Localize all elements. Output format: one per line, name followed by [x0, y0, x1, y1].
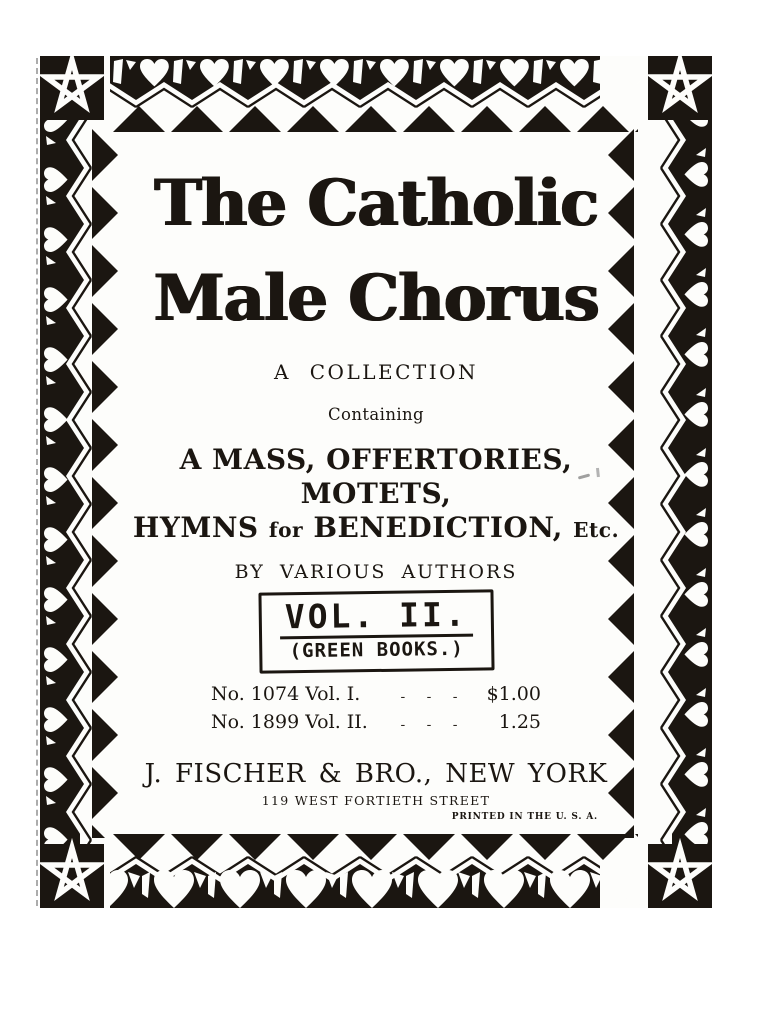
price-item: No. 1074 Vol. I.: [211, 683, 361, 705]
contents-etc: Etc.: [573, 518, 620, 542]
price-dashes: - - -: [400, 717, 460, 733]
price-item: No. 1899 Vol. II.: [211, 711, 368, 733]
contents-hymns: HYMNS: [132, 511, 259, 544]
collection-label: A COLLECTION: [273, 360, 479, 384]
corner-star-bottom-left: [40, 844, 104, 908]
title-line-1: The Catholic: [154, 166, 598, 241]
contents-list: [104, 443, 648, 547]
contents-line-2: MOTETS,: [300, 477, 452, 510]
contents-for: for: [268, 518, 304, 542]
volume-stamp-subtitle: (GREEN BOOKS.): [289, 637, 464, 662]
contents-benediction: BENEDICTION,: [313, 511, 563, 544]
title-line-2: Male Chorus: [153, 261, 599, 336]
price-amount: $1.00: [486, 683, 541, 705]
scan-edge-line: [36, 58, 38, 906]
corner-star-bottom-right: [648, 844, 712, 908]
contents-line-3: [104, 511, 648, 547]
price-dashes: - - -: [400, 689, 460, 705]
price-amount: 1.25: [498, 711, 541, 733]
contents-line-1: A MASS, OFFERTORIES,: [179, 443, 573, 476]
corner-star-top-left: [40, 56, 104, 120]
volume-stamp-text: VOL. II.: [279, 598, 472, 639]
publisher-line: J. FISCHER & BRO., NEW YORK: [144, 759, 608, 789]
corner-star-top-right: [648, 56, 712, 120]
volume-stamp: [258, 589, 494, 673]
page-title: [104, 156, 648, 346]
price-list: [104, 682, 648, 738]
printed-note: PRINTED IN THE U. S. A.: [451, 812, 598, 822]
price-row-vol1: [211, 682, 541, 710]
containing-label: Containing: [327, 405, 425, 424]
publisher-address: 119 WEST FORTIETH STREET: [261, 793, 491, 808]
byline: BY VARIOUS AUTHORS: [234, 561, 518, 583]
volume-stamp-area: [104, 591, 648, 672]
price-row-vol2: [211, 710, 541, 738]
